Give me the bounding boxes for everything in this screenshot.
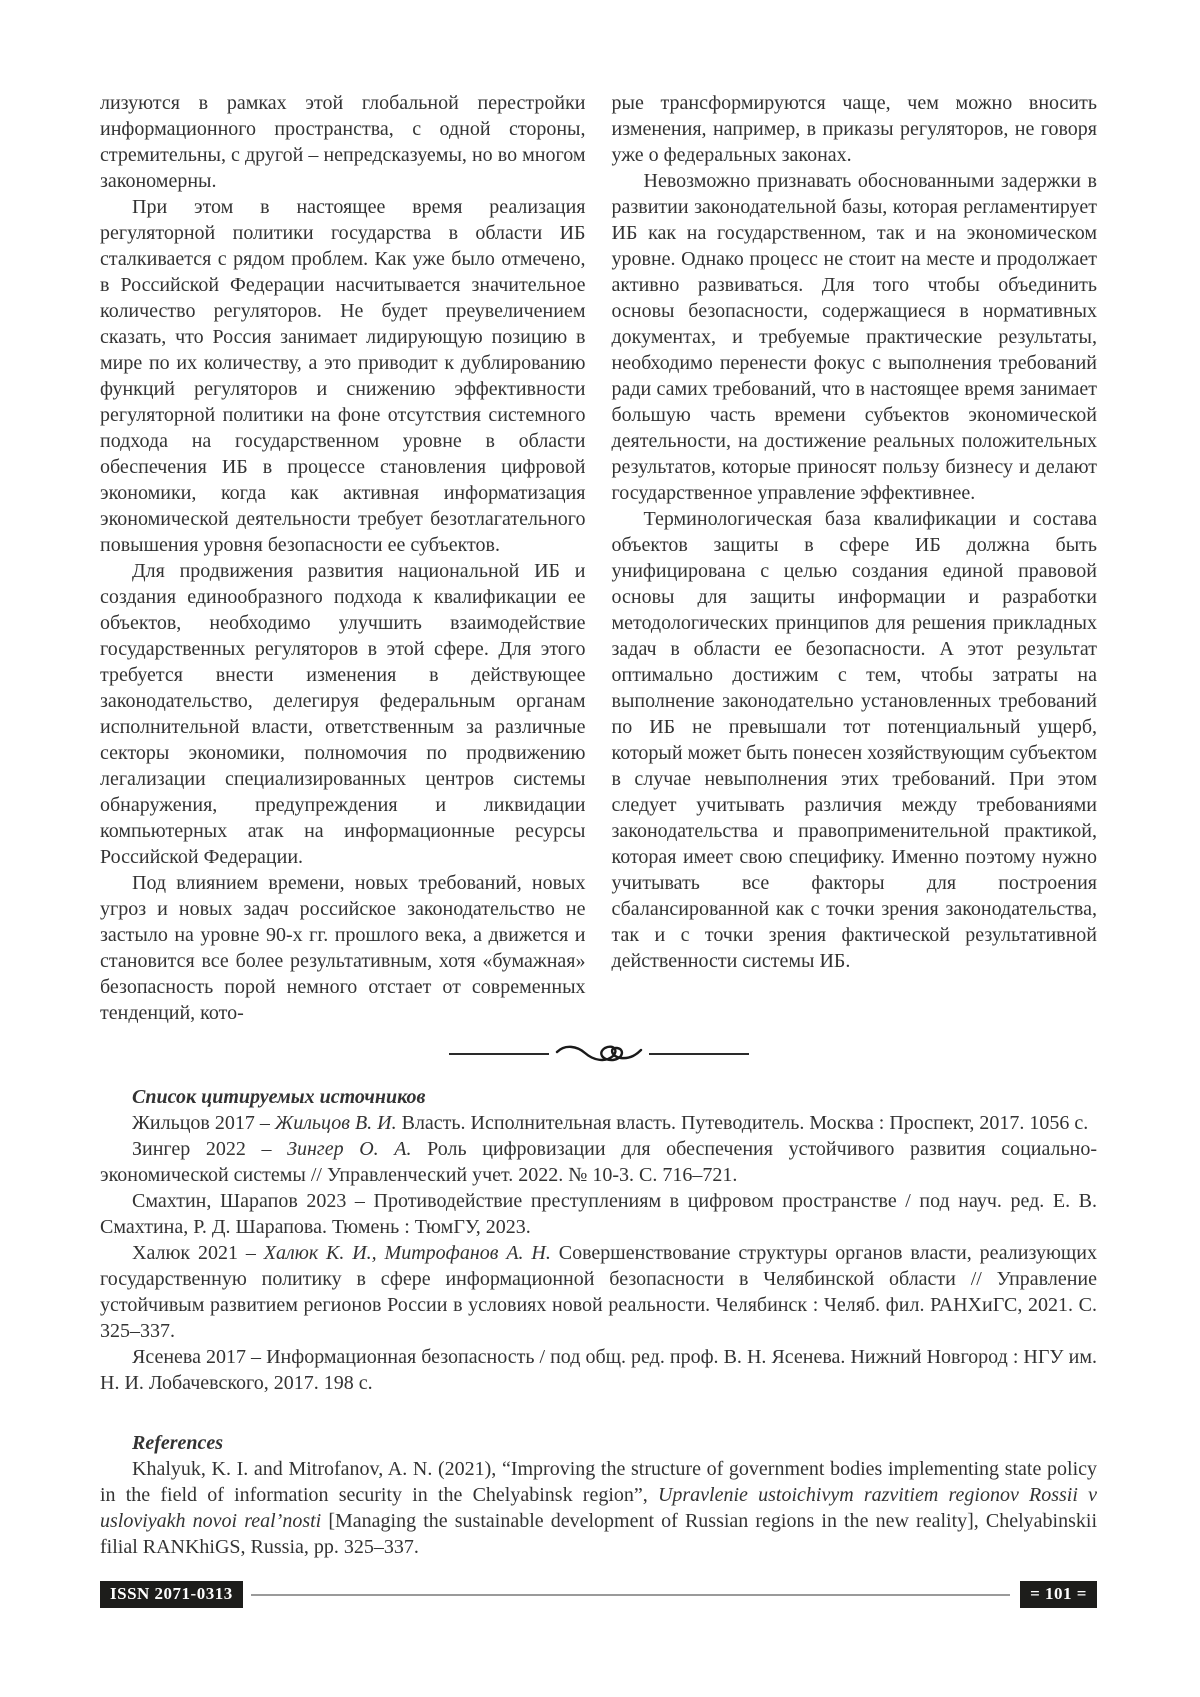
flourish-icon [553,1041,645,1067]
citation-entry [100,1110,1097,1136]
divider-rule-right [649,1053,749,1055]
citation-entry [100,1188,1097,1240]
divider-rule-left [449,1053,549,1055]
citation-text: Роль цифровизации для обеспечения устойчивого развития социально-экономической системы // Управленческий учет. 2022. № 10-3. С. 716–721. [100,1138,1098,1186]
references-heading: References [132,1432,224,1454]
right-column [612,90,1098,1026]
paragraph: Терминологическая база квалификации и состава объектов защиты в сфере ИБ должна быть унифицирована с целью создания единой правовой основы для защиты информации и разработки методологических принципов для решения прикладных задач в области ее безопасности. А этот результат оптимально достижим с тем, чтобы затраты на выполнение законодательно установленных требований по ИБ не превышали тот потенциальный ущерб, который может быть понесен хозяйствующим субъектом в случае невыполнения этих требований. При этом следует учитывать различия между требованиями законодательства и правоприменительной практикой, которая имеет свою специфику. Именно поэтому нужно учитывать все факторы для построения сбалансированной как с точки зрения законодательства, так и с точки зрения фактической результативной действенности системы ИБ. [611,508,1097,972]
citation-text: Власть. Исполнительная власть. Путеводитель. Москва : Проспект, 2017. 1056 с. [396,1112,1089,1134]
citation-label: Смахтин, Шарапов 2023 – [132,1190,374,1212]
citation-label: Ясенева 2017 – [132,1346,267,1368]
references-list [100,1456,1097,1560]
citation-text: Информационная безопасность / под общ. ред. проф. В. Н. Ясенева. Нижний Новгород : НГУ им. Н. И. Лобачевского, 2017. 198 с. [100,1346,1097,1394]
reference-entry [100,1456,1097,1560]
citation-entry [100,1344,1097,1396]
cited-sources-list [100,1110,1097,1396]
left-column [100,90,586,1026]
paragraph: Под влиянием времени, новых требований, новых угроз и новых задач российское законодательство не застыло на уровне 90-х гг. прошлого века, а движется и становится все более результативным, хотя «бумажная» безопасность порой немного отстает от современных тенденций, кото- [100,872,586,1024]
reference-source-title: Upravlenie ustoichivym razvitiem regionov Rossii v usloviyakh novoi real’nosti [100,1484,1097,1532]
citation-label: Зингер 2022 – [132,1138,288,1160]
citation-entry [100,1136,1097,1188]
citation-label: Халюк 2021 – [132,1242,264,1264]
paragraph: Для продвижения развития национальной ИБ и создания единообразного подхода к квалификации ее объектов, необходимо улучшить взаимодействие государственных регуляторов в этой сфере. Для этого требуется внести изменения в действующее законодательство, делегируя федеральным органам исполнительной власти, ответственным за различные секторы экономики, полномочия по продвижению легализации специализированных центров системы обнаружения, предупреждения и ликвидации компьютерных атак на информационные ресурсы Российской Федерации. [100,560,586,868]
reference-text: Khalyuk, K. I. and Mitrofanov, A. N. (2021), “Improving the structure of government bodies implementing state policy in the field of information security in the Chelyabinsk region”, [100,1458,1097,1506]
paragraph: При этом в настоящее время реализация регуляторной политики государства в области ИБ сталкивается с рядом проблем. Как уже было отмечено, в Российской Федерации насчитывается значительное количество регуляторов. Не будет преувеличением сказать, что Россия занимает лидирующую позицию в мире по их количеству, а это приводит к дублированию функций регуляторов и снижению эффективности регуляторной политики на фоне отсутствия системного подхода на государственном уровне в области обеспечения ИБ в процессе становления цифровой экономики, когда как активная информатизация экономической деятельности требует безотлагательного повышения уровня безопасности ее субъектов. [100,196,586,556]
citation-authors: Зингер О. А. [287,1138,412,1160]
cited-sources-section [100,1084,1097,1396]
citation-label: Жильцов 2017 – [132,1112,275,1134]
citation-authors: Жильцов В. И. [274,1112,397,1134]
article-columns [100,90,1097,1026]
issn-badge: ISSN 2071-0313 [100,1581,243,1608]
paragraph: рые трансформируются чаще, чем можно вносить изменения, например, в приказы регуляторов, не говоря уже о федеральных законах. [611,92,1097,166]
paragraph: Невозможно признавать обоснованными задержки в развитии законодательной базы, которая регламентирует ИБ как на государственном, так и на экономическом уровне. Однако процесс не стоит на месте и продолжает активно развиваться. Для того чтобы объединить основы безопасности, содержащиеся в нормативных документах, и требуемые практические результаты, необходимо перенести фокус с выполнения требований ради самих требований, что в настоящее время занимает большую часть времени субъектов экономической деятельности, на достижение реальных положительных результатов, которые приносят пользу бизнесу и делают государственное управление эффективнее. [611,170,1097,504]
citation-text: Противодействие преступлениям в цифровом пространстве / под науч. ред. Е. В. Смахтина, Р. Д. Шарапова. Тюмень : ТюмГУ, 2023. [100,1190,1097,1238]
page-footer [100,1581,1097,1608]
cited-sources-heading: Список цитируемых источников [132,1086,426,1108]
reference-text: [Managing the sustainable development of Russian regions in the new reality], Chelyabinskii filial RANKhiGS, Russia, pp. 325–337. [100,1510,1098,1558]
footer-rule [251,1594,1010,1596]
paragraph: лизуются в рамках этой глобальной перестройки информационного пространства, с одной стороны, стремительны, с другой – непредсказуемы, но во многом закономерны. [100,92,586,192]
page-number-badge: = 101 = [1020,1581,1097,1608]
section-divider [449,1041,749,1067]
references-section [100,1430,1097,1560]
citation-authors: Халюк К. И., Митрофанов А. Н. [263,1242,551,1264]
citation-text: Совершенствование структуры органов власти, реализующих государственную политику в сфере информационной безопасности в Челябинской области // Управление устойчивым развитием регионов России в условиях новой реальности. Челябинск : Челяб. фил. РАНХиГС, 2021. С. 325–337. [100,1242,1097,1342]
citation-entry [100,1240,1097,1344]
